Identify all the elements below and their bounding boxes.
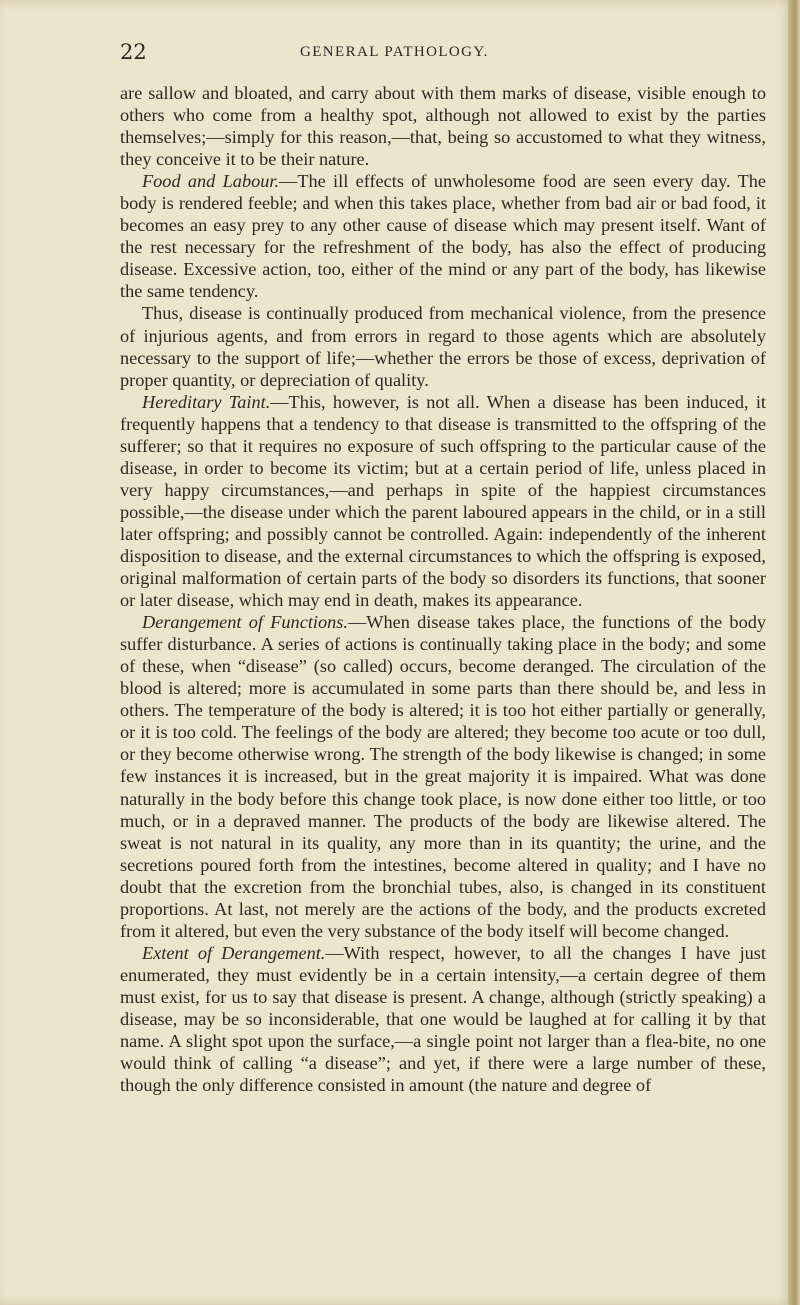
section-heading: Hereditary Taint. xyxy=(142,391,271,412)
paragraph xyxy=(120,82,766,170)
page-edge xyxy=(788,0,800,1305)
paragraph-text: —This, however, is not all. When a disease has been induced, it frequently happens that a tendency to that disease is transmitted to the offspring of the sufferer; so that it requires no exposure of such offspring to the particular cause of the disease, in order to become its victim; but at a certain period of life, unless placed in very happy circumstances,—and perhaps in spite of the happiest circumstances possible,—the disease under which the parent laboured appears in the child, or in a still later offspring; and possibly cannot be controlled. Again: independently of the inherent disposition to disease, and the external circumstances to which the offspring is exposed, original malformation of certain parts of the body so disorders its functions, that sooner or later disease, which may end in death, makes its appearance. xyxy=(120,391,766,611)
body-text xyxy=(120,82,766,1096)
section-heading: Derangement of Functions. xyxy=(142,612,348,633)
page-number: 22 xyxy=(120,40,147,64)
paragraph xyxy=(120,942,766,1096)
paragraph xyxy=(120,170,766,302)
paragraph-text: —The ill effects of unwholesome food are seen every day. The body is rendered feeble; and when this takes place, whether from bad air or bad food, it becomes an easy prey to any other cause of disease which may present itself. Want of the rest necessary for the refreshment of the body, has also the effect of producing disease. Excessive action, too, either of the mind or any part of the body, has likewise the same tendency. xyxy=(120,171,767,302)
section-heading: Extent of Derangement. xyxy=(142,942,326,963)
running-head: GENERAL PATHOLOGY. xyxy=(300,44,489,60)
paragraph xyxy=(120,302,766,390)
paragraph-text: —With respect, however, to all the changes I have just enumerated, they must evidently be in a certain intensity,—a certain degree of them must exist, for us to say that disease is present. A change, although (strictly speaking) a disease, may be so inconsiderable, that one would be laughed at for calling it by that name. A slight spot upon the surface,—a single point not larger than a flea-bite, no one would think of calling “a disease”; and yet, if there were a large number of these, though the only difference consisted in amount (the nature and degree of xyxy=(120,942,766,1096)
paragraph xyxy=(120,611,766,942)
section-heading: Food and Labour. xyxy=(142,171,280,192)
paragraph-text: Thus, disease is continually produced from mechanical violence, from the presence of injurious agents, and from errors in regard to those agents which are absolutely necessary to the support of life;—whether the errors be those of excess, deprivation of proper quantity, or depreciation of quality. xyxy=(120,303,766,390)
paragraph-text: —When disease takes place, the functions of the body suffer disturbance. A series of actions is continually taking place in the body; and some of these, when “disease” (so called) occurs, become deranged. The circulation of the blood is altered; more is accumulated in some parts than there should be, and less in others. The temperature of the body is altered; it is too hot either partially or generally, or it is too cold. The feelings of the body are altered; they become too acute or too dull, or they become otherwise wrong. The strength of the body likewise is changed; in some few instances it is increased, but in the great majority it is impaired. What was done naturally in the body before this change took place, is now done either too little, or too much, or in a depraved manner. The products of the body are likewise altered. The sweat is not natural in its quality, any more than in its quantity; the urine, and the secretions poured forth from the intestines, become altered in quality; and I have no doubt that the excretion from the bronchial tubes, also, is changed in its constituent proportions. At last, not merely are the actions of the body, and the products excreted from it altered, but even the very substance of the body itself will become changed. xyxy=(120,612,766,941)
paragraph-text: are sallow and bloated, and carry about with them marks of disease, visible enough to others who come from a healthy spot, although not allowed to exist by the parties themselves;—simply for this reason,—that, being so accustomed to what they witness, they conceive it to be their nature. xyxy=(120,83,766,170)
paragraph xyxy=(120,391,766,611)
